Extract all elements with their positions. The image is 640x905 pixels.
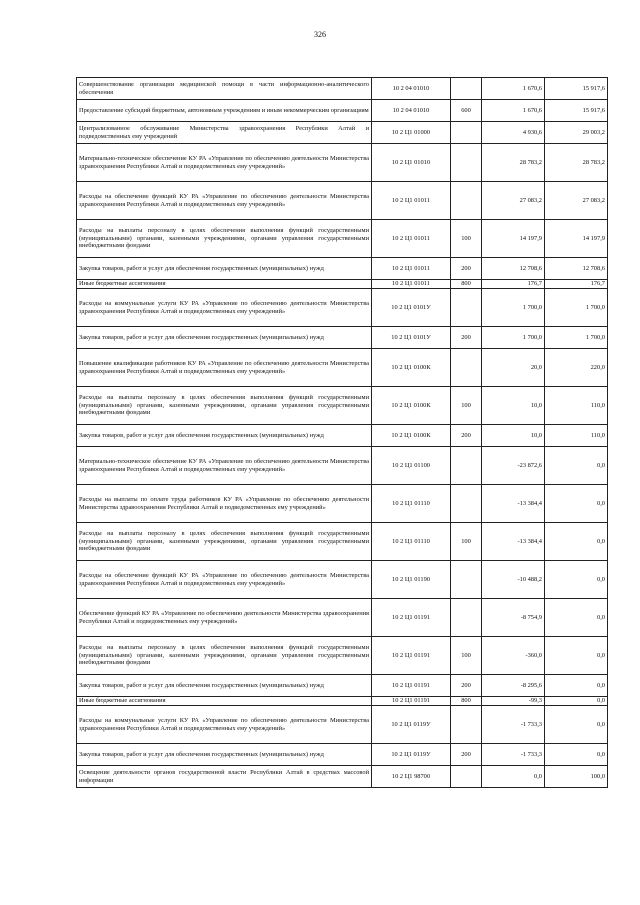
row-value-2: 0,0	[545, 744, 608, 766]
row-value-1: -360,0	[482, 637, 545, 675]
table-row	[77, 447, 608, 485]
row-value-2: 0,0	[545, 706, 608, 744]
row-name: Расходы на коммунальные услуги КУ РА «Управление по обеспечению деятельности Министерства здравоохранения Республики Алтай и подведомственных ему учреждений»	[77, 706, 372, 744]
row-code: 10 2 Ц1 0101У	[372, 327, 451, 349]
row-name: Материально-техническое обеспечение КУ РА «Управление по обеспечению деятельности Министерства здравоохранения Республики Алтай и подведомственных ему учреждений»	[77, 144, 372, 182]
row-name: Совершенствование организации медицинской помощи в части информационно-аналитического обеспечения	[77, 78, 372, 100]
row-name: Закупка товаров, работ и услуг для обеспечения государственных (муниципальных) нужд	[77, 327, 372, 349]
row-name: Закупка товаров, работ и услуг для обеспечения государственных (муниципальных) нужд	[77, 744, 372, 766]
row-value-2: 0,0	[545, 675, 608, 697]
table-row	[77, 744, 608, 766]
table-row	[77, 697, 608, 706]
row-value-2: 0,0	[545, 599, 608, 637]
table-row	[77, 289, 608, 327]
table-row	[77, 637, 608, 675]
row-code: 10 2 Ц1 0119У	[372, 706, 451, 744]
row-code: 10 2 Ц1 01191	[372, 599, 451, 637]
row-value-1: 1 670,6	[482, 78, 545, 100]
row-value-2: 12 708,6	[545, 258, 608, 280]
row-name: Предоставление субсидий бюджетным, автономным учреждениям и иным некоммерческим организациям	[77, 100, 372, 122]
row-expense-type: 100	[451, 637, 482, 675]
row-value-2: 0,0	[545, 485, 608, 523]
row-code: 10 2 Ц1 01190	[372, 561, 451, 599]
row-code: 10 2 Ц1 01010	[372, 144, 451, 182]
row-name: Освещение деятельности органов государственной власти Республики Алтай в средствах массовой информации	[77, 766, 372, 788]
row-expense-type	[451, 447, 482, 485]
row-name: Централизованное обслуживание Министерства здравоохранения Республики Алтай и подведомственных ему учреждений	[77, 122, 372, 144]
row-expense-type	[451, 349, 482, 387]
row-code: 10 2 Ц1 01100	[372, 447, 451, 485]
table-row	[77, 706, 608, 744]
row-value-2: 100,0	[545, 766, 608, 788]
table-row	[77, 675, 608, 697]
row-expense-type	[451, 78, 482, 100]
row-code: 10 2 04 01010	[372, 100, 451, 122]
row-value-1: 27 083,2	[482, 182, 545, 220]
row-value-2: 110,0	[545, 387, 608, 425]
budget-table	[76, 77, 608, 788]
table-row	[77, 387, 608, 425]
row-name: Повышение квалификации работников КУ РА «Управление по обеспечению деятельности Министерства здравоохранения Республики Алтай и подведомственных ему учреждений»	[77, 349, 372, 387]
row-value-1: 10,0	[482, 425, 545, 447]
row-value-1: -13 384,4	[482, 523, 545, 561]
row-expense-type: 100	[451, 523, 482, 561]
row-expense-type: 800	[451, 697, 482, 706]
row-name: Расходы на выплаты по оплате труда работников КУ РА «Управление по обеспечению деятельности Министерства здравоохранения Республики Алтай и подведомственных ему учреждений»	[77, 485, 372, 523]
row-code: 10 2 Ц1 01000	[372, 122, 451, 144]
row-value-2: 176,7	[545, 280, 608, 289]
row-expense-type	[451, 766, 482, 788]
row-expense-type: 100	[451, 220, 482, 258]
row-value-2: 0,0	[545, 561, 608, 599]
table-row	[77, 327, 608, 349]
row-value-1: 14 197,9	[482, 220, 545, 258]
row-name: Расходы на выплаты персоналу в целях обеспечения выполнения функций государственными (муниципальными) органами, казенными учреждениями, органами управления государственными внебюджетными фондами	[77, 220, 372, 258]
row-name: Расходы на выплаты персоналу в целях обеспечения выполнения функций государственными (муниципальными) органами, казенными учреждениями, органами управления государственными внебюджетными фондами	[77, 637, 372, 675]
row-value-1: 28 783,2	[482, 144, 545, 182]
table-row	[77, 280, 608, 289]
row-expense-type	[451, 706, 482, 744]
row-value-2: 0,0	[545, 637, 608, 675]
row-value-2: 0,0	[545, 447, 608, 485]
row-value-2: 110,0	[545, 425, 608, 447]
row-name: Расходы на коммунальные услуги КУ РА «Управление по обеспечению деятельности Министерства здравоохранения Республики Алтай и подведомственных ему учреждений»	[77, 289, 372, 327]
table-row	[77, 766, 608, 788]
table-row	[77, 144, 608, 182]
row-name: Обеспечение функций КУ РА «Управление по обеспечению деятельности Министерства здравоохранения Республики Алтай и подведомственных ему учреждений»	[77, 599, 372, 637]
row-expense-type	[451, 485, 482, 523]
row-expense-type	[451, 561, 482, 599]
row-name: Иные бюджетные ассигнования	[77, 697, 372, 706]
row-name: Закупка товаров, работ и услуг для обеспечения государственных (муниципальных) нужд	[77, 675, 372, 697]
row-value-1: 12 708,6	[482, 258, 545, 280]
row-value-2: 1 700,0	[545, 289, 608, 327]
table-row	[77, 78, 608, 100]
row-name: Иные бюджетные ассигнования	[77, 280, 372, 289]
row-name: Расходы на выплаты персоналу в целях обеспечения выполнения функций государственными (муниципальными) органами, казенными учреждениями, органами управления государственными внебюджетными фондами	[77, 523, 372, 561]
table-row	[77, 599, 608, 637]
row-value-1: -1 733,3	[482, 706, 545, 744]
row-value-2: 1 700,0	[545, 327, 608, 349]
row-expense-type: 600	[451, 100, 482, 122]
row-value-1: -8 754,9	[482, 599, 545, 637]
row-value-2: 28 783,2	[545, 144, 608, 182]
row-expense-type	[451, 144, 482, 182]
table-row	[77, 182, 608, 220]
row-code: 10 2 Ц1 0101У	[372, 289, 451, 327]
row-value-2: 0,0	[545, 697, 608, 706]
row-code: 10 2 Ц1 01011	[372, 258, 451, 280]
row-expense-type: 200	[451, 675, 482, 697]
row-value-1: -23 872,6	[482, 447, 545, 485]
row-code: 10 2 Ц1 01191	[372, 697, 451, 706]
row-code: 10 2 Ц1 0119У	[372, 744, 451, 766]
row-expense-type: 200	[451, 744, 482, 766]
table-row	[77, 523, 608, 561]
row-code: 10 2 Ц1 01011	[372, 280, 451, 289]
row-value-1: 1 700,0	[482, 327, 545, 349]
table-row	[77, 100, 608, 122]
row-expense-type: 100	[451, 387, 482, 425]
row-value-1: 1 670,6	[482, 100, 545, 122]
row-code: 10 2 Ц1 0100К	[372, 349, 451, 387]
page-number: 326	[314, 30, 326, 39]
row-value-1: -8 295,6	[482, 675, 545, 697]
table-row	[77, 425, 608, 447]
row-value-2: 220,0	[545, 349, 608, 387]
table-row	[77, 220, 608, 258]
table-row	[77, 258, 608, 280]
row-expense-type	[451, 182, 482, 220]
row-value-1: 10,0	[482, 387, 545, 425]
row-code: 10 2 Ц1 01011	[372, 182, 451, 220]
row-expense-type	[451, 599, 482, 637]
row-value-1: 4 930,6	[482, 122, 545, 144]
row-value-2: 29 003,2	[545, 122, 608, 144]
table-row	[77, 349, 608, 387]
row-value-1: -99,3	[482, 697, 545, 706]
row-value-2: 15 917,6	[545, 78, 608, 100]
row-code: 10 2 Ц1 01110	[372, 523, 451, 561]
row-value-1: -10 488,2	[482, 561, 545, 599]
row-name: Расходы на обеспечение функций КУ РА «Управление по обеспечению деятельности Министерства здравоохранения Республики Алтай и подведомственных ему учреждений»	[77, 561, 372, 599]
row-name: Расходы на выплаты персоналу в целях обеспечения выполнения функций государственными (муниципальными) органами, казенными учреждениями, органами управления государственными внебюджетными фондами	[77, 387, 372, 425]
row-value-1: -1 733,3	[482, 744, 545, 766]
table-row	[77, 122, 608, 144]
row-value-1: 176,7	[482, 280, 545, 289]
row-name: Закупка товаров, работ и услуг для обеспечения государственных (муниципальных) нужд	[77, 425, 372, 447]
row-value-2: 27 083,2	[545, 182, 608, 220]
table-row	[77, 485, 608, 523]
row-name: Материально-техническое обеспечение КУ РА «Управление по обеспечению деятельности Министерства здравоохранения Республики Алтай и подведомственных ему учреждений»	[77, 447, 372, 485]
row-expense-type: 200	[451, 258, 482, 280]
row-code: 10 2 Ц1 0100К	[372, 425, 451, 447]
row-value-1: 0,0	[482, 766, 545, 788]
row-value-2: 15 917,6	[545, 100, 608, 122]
row-expense-type: 200	[451, 327, 482, 349]
row-code: 10 2 Ц1 01011	[372, 220, 451, 258]
row-expense-type	[451, 122, 482, 144]
row-expense-type	[451, 289, 482, 327]
row-code: 10 2 04 01010	[372, 78, 451, 100]
row-code: 10 2 Ц1 0100К	[372, 387, 451, 425]
row-code: 10 2 Ц1 98700	[372, 766, 451, 788]
row-value-2: 0,0	[545, 523, 608, 561]
row-code: 10 2 Ц1 01110	[372, 485, 451, 523]
row-value-1: 1 700,0	[482, 289, 545, 327]
row-name: Закупка товаров, работ и услуг для обеспечения государственных (муниципальных) нужд	[77, 258, 372, 280]
row-code: 10 2 Ц1 01191	[372, 675, 451, 697]
row-code: 10 2 Ц1 01191	[372, 637, 451, 675]
row-expense-type: 800	[451, 280, 482, 289]
row-value-2: 14 197,9	[545, 220, 608, 258]
row-name: Расходы на обеспечение функций КУ РА «Управление по обеспечению деятельности Министерства здравоохранения Республики Алтай и подведомственных ему учреждений»	[77, 182, 372, 220]
table-row	[77, 561, 608, 599]
row-value-1: -13 384,4	[482, 485, 545, 523]
row-expense-type: 200	[451, 425, 482, 447]
row-value-1: 20,0	[482, 349, 545, 387]
